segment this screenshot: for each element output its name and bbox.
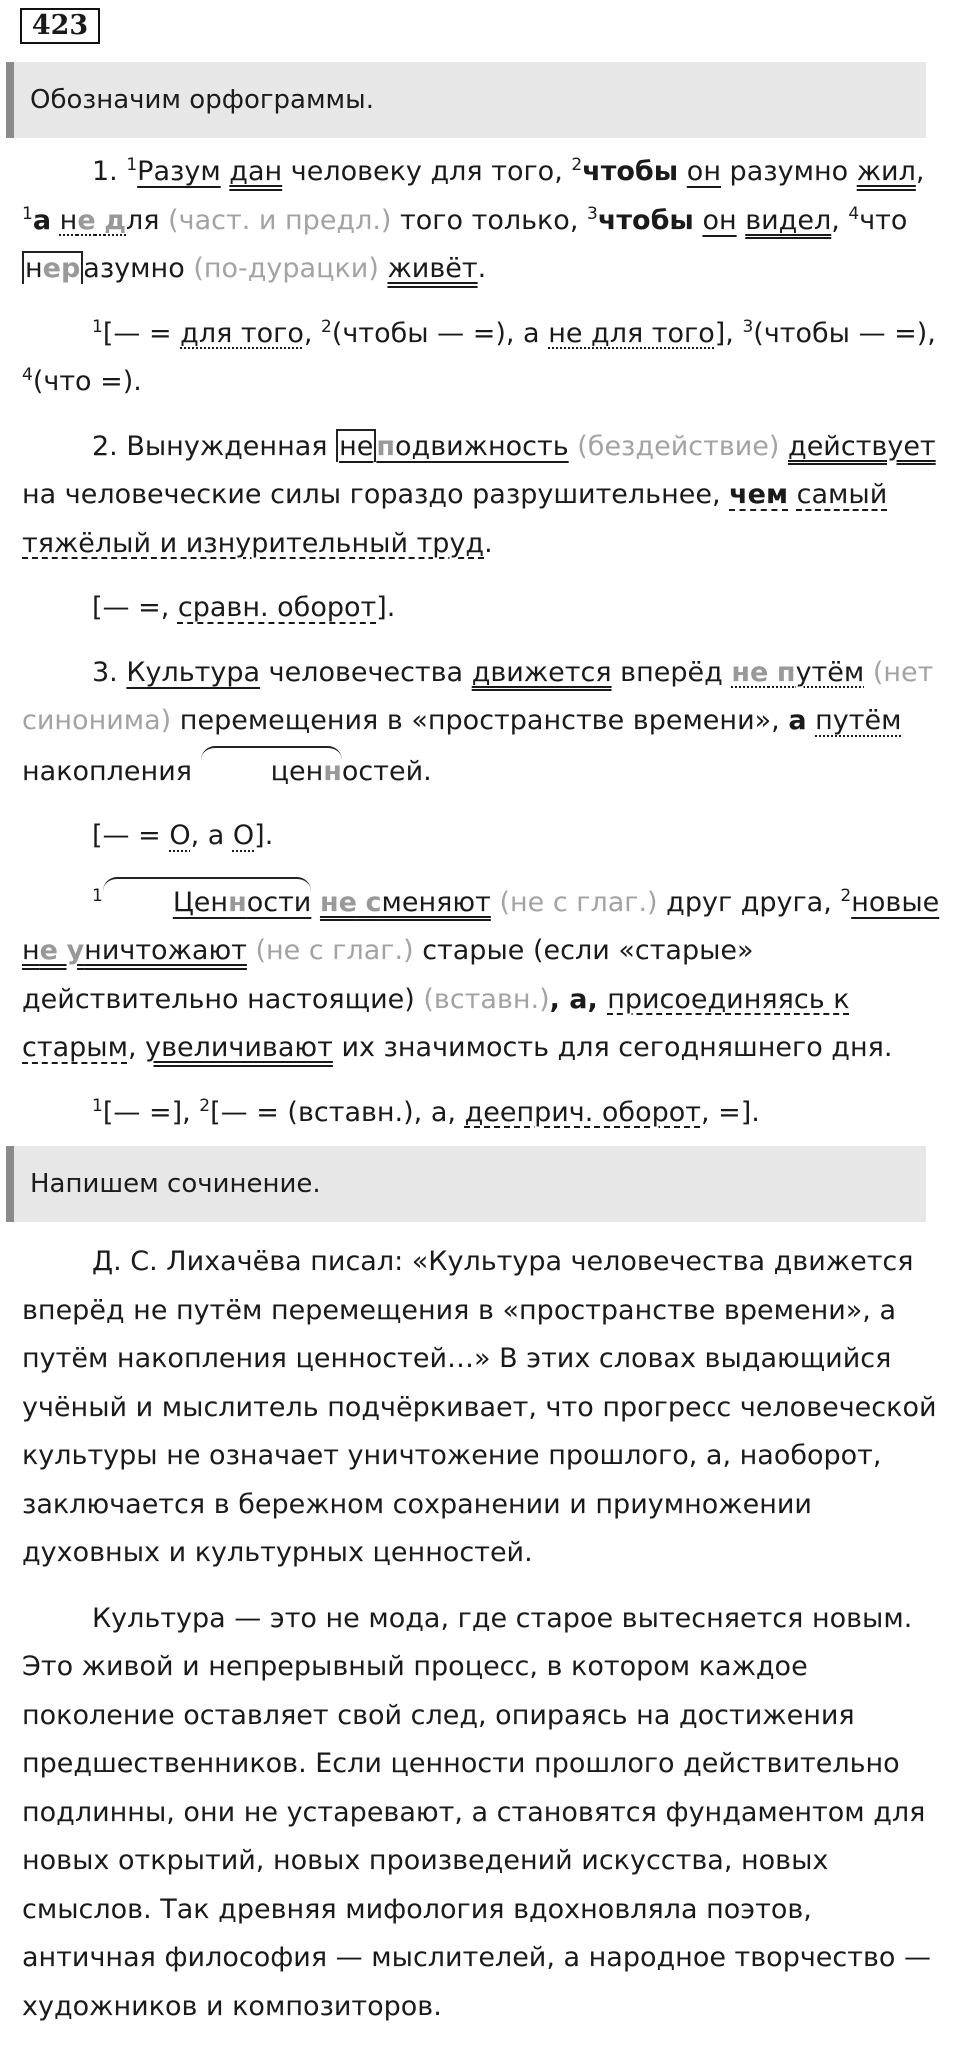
- predicate: не сменяют: [319, 886, 491, 918]
- conjunction: а: [569, 983, 588, 1015]
- sentence-4: $^1$ Ценности не сменяют (не с глаг.) друг друга, $^2$новые не уничтожают (не с глаг.) старые (если «старые» действительно настоящие) (вставн.), а, присоединяясь к старым, увеличивают их значимость для сегодняшнего дня.: [22, 877, 940, 1073]
- note: (вставн.): [423, 983, 550, 1015]
- predicate: живёт: [387, 253, 478, 284]
- conjunction: а: [32, 204, 52, 236]
- sentence-2: 2. Вынужденная не подвижность (бездействие) действует на человеческие силы гораздо разрушительнее, чем самый тяжёлый и изнурительный труд.: [22, 430, 936, 559]
- subject: он: [702, 204, 737, 236]
- note: (нет синонима): [22, 656, 934, 736]
- predicate: увеличивают: [145, 1032, 333, 1063]
- predicate: не уничтожают: [22, 935, 247, 966]
- essay-paragraph-2: Культура — это не мода, где старое вытесняется новым. Это живой и непрерывный процесс, в котором каждое поколение оставляет свой след, опираясь на достижения предшественников. Если ценности прошлого действительно подлинны, они не устаревают, а становятся фундаментом для новых открытий, новых произведений искусства, новых смыслов. Так древняя мифология вдохновляла поэтов, античная философия — мыслителей, а народное творчество — художников и композиторов.: [22, 1602, 931, 2022]
- subject: новые: [851, 886, 940, 918]
- predicate: движется: [471, 656, 612, 688]
- prefix-mark: нер: [22, 251, 83, 284]
- task-number: 423: [20, 8, 100, 44]
- predicate: видел: [745, 204, 832, 236]
- root-mark: ценн: [201, 746, 342, 797]
- predicate: дан: [229, 156, 283, 187]
- essay-paragraph-1: Д. С. Лихачёва писал: «Культура человечества движется вперёд не путём перемещения в «пространстве времени», а путём накопления ценностей…» В этих словах выдающийся учёный и мыслитель подчёркивает, что прогресс человеческой культуры не означает уничтожение прошлого, а, наоборот, заключается в бережном сохранении и приумножении духовных и культурных ценностей.: [22, 1246, 937, 1568]
- sentence-3: 3. Культура человечества движется вперёд не путём (нет синонима) перемещения в «пространстве времени», а путём накопления ценностей.: [22, 649, 940, 797]
- prefix-mark: не: [336, 429, 376, 462]
- schema-1: $^1$[— = для того, $^2$(чтобы — =), а не для того], $^3$(чтобы — =), $^4$(что =).: [22, 316, 936, 397]
- schema-4: $^1$[— =], $^2$[— = (вставн.), а, дееприч. оборот, =].: [92, 1095, 760, 1128]
- conjunction: а: [788, 705, 807, 736]
- predicate: жил: [856, 156, 916, 187]
- conjunction: чтобы: [582, 156, 679, 187]
- circumstance: путём: [815, 705, 902, 736]
- participle-phrase: присоединяясь к старым: [22, 983, 850, 1063]
- comparative-phrase: самый тяжёлый и изнурительный труд: [22, 479, 888, 559]
- note: (бездействие): [577, 430, 780, 462]
- essay-section: [22, 1238, 940, 2048]
- conjunction: чем: [729, 479, 789, 510]
- subject: Разум: [137, 156, 221, 187]
- conjunction: чтобы: [597, 204, 694, 236]
- schema-2: [— =, сравн. оборот].: [92, 592, 396, 623]
- section-header-essay: Напишем сочинение.: [6, 1146, 926, 1222]
- subject: Ценности: [103, 877, 312, 928]
- sentence-1: 1. $^1$Разум дан человеку для того, $^2$чтобы он разумно жил, $^1$а не для (част. и предл.) того только, $^3$чтобы он видел, $^4$что нер азумно (по-дурацки) живёт.: [22, 155, 925, 284]
- subject: не подвижность: [336, 429, 569, 462]
- subject: Культура: [126, 656, 261, 688]
- circumstance: не путём: [731, 656, 865, 688]
- schema-3: [— = О, а О].: [92, 820, 274, 851]
- subject: он: [686, 156, 721, 187]
- section-header-orthograms: Обозначим орфограммы.: [6, 62, 926, 138]
- predicate: действует: [788, 430, 936, 462]
- note: (част. и предл.): [168, 204, 392, 236]
- particle-ne: не д: [59, 204, 127, 236]
- note: (не с глаг.): [499, 886, 658, 918]
- note: (по-дурацки): [193, 253, 379, 284]
- note: (не с глаг.): [255, 935, 414, 966]
- orthogram-section: [22, 148, 940, 1153]
